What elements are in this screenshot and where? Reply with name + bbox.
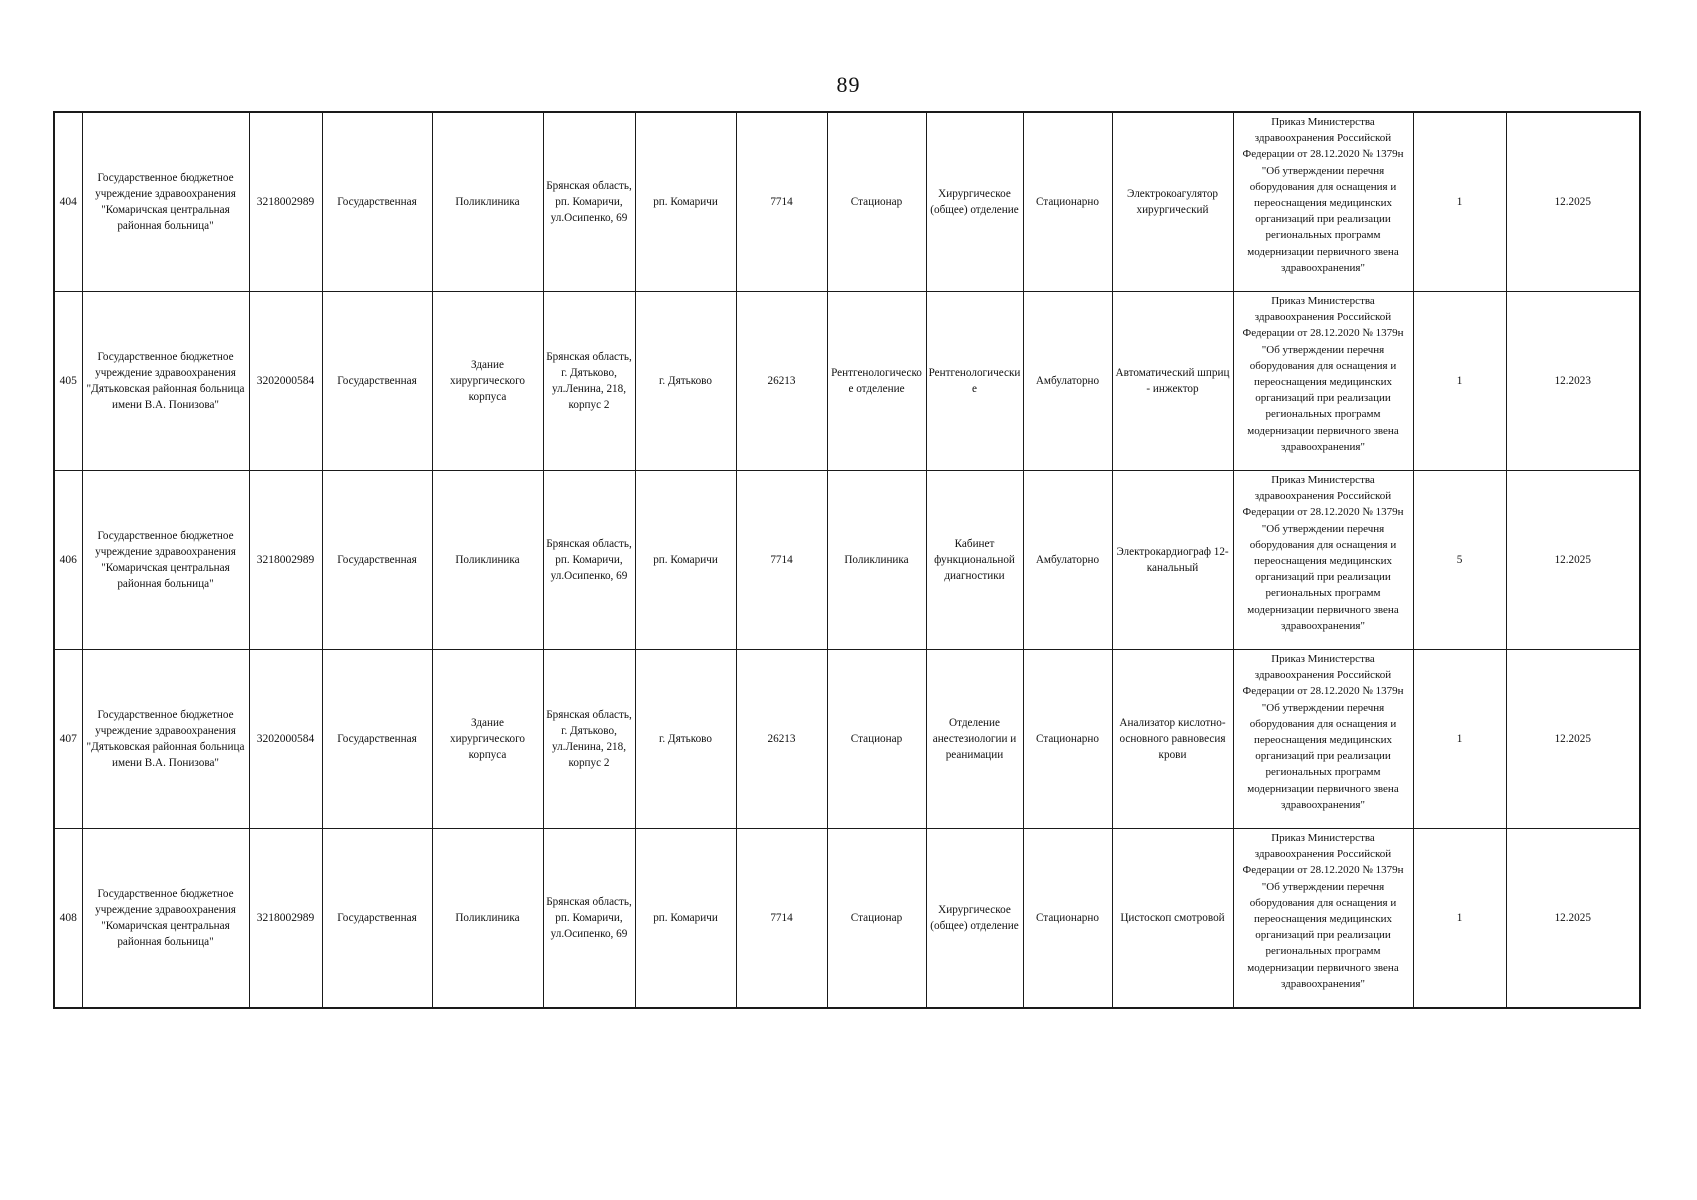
deadline-cell: 12.2023 [1506, 292, 1640, 471]
locality-cell: рп. Комаричи [635, 471, 736, 650]
equipment-cell: Электрокоагулятор хирургический [1112, 112, 1233, 292]
equipment-registry-table [53, 111, 1641, 1009]
row-number-cell: 406 [54, 471, 82, 650]
population-cell: 26213 [736, 292, 827, 471]
quantity-cell: 5 [1413, 471, 1506, 650]
institution-cell: Государственное бюджетное учреждение здравоохранения "Дятьковская районная больница имени В.А. Понизова" [82, 292, 249, 471]
row-number-cell: 408 [54, 829, 82, 1009]
locality-cell: рп. Комаричи [635, 829, 736, 1009]
building-cell: Поликлиника [432, 112, 543, 292]
locality-cell: г. Дятьково [635, 650, 736, 829]
quantity-cell: 1 [1413, 650, 1506, 829]
unit-cell: Стационар [827, 829, 926, 1009]
quantity-cell: 1 [1413, 112, 1506, 292]
care-form-cell: Амбулаторно [1023, 471, 1112, 650]
row-number-cell: 405 [54, 292, 82, 471]
page-number: 89 [836, 72, 861, 97]
care-form-cell: Стационарно [1023, 829, 1112, 1009]
population-cell: 7714 [736, 112, 827, 292]
inn-cell: 3218002989 [249, 471, 322, 650]
address-cell: Брянская область, г. Дятьково, ул.Ленина, 218, корпус 2 [543, 650, 635, 829]
table-row [54, 292, 1640, 471]
legal-basis-cell: Приказ Министерства здравоохранения Российской Федерации от 28.12.2020 № 1379н "Об утверждении перечня оборудования для оснащения и переоснащения медицинских организаций при реализации региональных программ модернизации первичного звена здравоохранения" [1233, 471, 1413, 650]
inn-cell: 3218002989 [249, 112, 322, 292]
deadline-cell: 12.2025 [1506, 112, 1640, 292]
building-cell: Здание хирургического корпуса [432, 292, 543, 471]
equipment-cell: Автоматический шприц - инжектор [1112, 292, 1233, 471]
department-cell: Хирургическое (общее) отделение [926, 829, 1023, 1009]
building-cell: Поликлиника [432, 471, 543, 650]
department-cell: Рентгенологические [926, 292, 1023, 471]
deadline-cell: 12.2025 [1506, 829, 1640, 1009]
legal-basis-cell: Приказ Министерства здравоохранения Российской Федерации от 28.12.2020 № 1379н "Об утверждении перечня оборудования для оснащения и переоснащения медицинских организаций при реализации региональных программ модернизации первичного звена здравоохранения" [1233, 292, 1413, 471]
legal-basis-cell: Приказ Министерства здравоохранения Российской Федерации от 28.12.2020 № 1379н "Об утверждении перечня оборудования для оснащения и переоснащения медицинских организаций при реализации региональных программ модернизации первичного звена здравоохранения" [1233, 650, 1413, 829]
deadline-cell: 12.2025 [1506, 650, 1640, 829]
ownership-cell: Государственная [322, 471, 432, 650]
registry-body [54, 112, 1640, 1008]
address-cell: Брянская область, рп. Комаричи, ул.Осипенко, 69 [543, 829, 635, 1009]
institution-cell: Государственное бюджетное учреждение здравоохранения "Комаричская центральная районная больница" [82, 829, 249, 1009]
department-cell: Кабинет функциональной диагностики [926, 471, 1023, 650]
inn-cell: 3218002989 [249, 829, 322, 1009]
address-cell: Брянская область, рп. Комаричи, ул.Осипенко, 69 [543, 112, 635, 292]
building-cell: Здание хирургического корпуса [432, 650, 543, 829]
institution-cell: Государственное бюджетное учреждение здравоохранения "Комаричская центральная районная больница" [82, 112, 249, 292]
legal-basis-cell: Приказ Министерства здравоохранения Российской Федерации от 28.12.2020 № 1379н "Об утверждении перечня оборудования для оснащения и переоснащения медицинских организаций при реализации региональных программ модернизации первичного звена здравоохранения" [1233, 112, 1413, 292]
department-cell: Хирургическое (общее) отделение [926, 112, 1023, 292]
quantity-cell: 1 [1413, 292, 1506, 471]
legal-basis-cell: Приказ Министерства здравоохранения Российской Федерации от 28.12.2020 № 1379н "Об утверждении перечня оборудования для оснащения и переоснащения медицинских организаций при реализации региональных программ модернизации первичного звена здравоохранения" [1233, 829, 1413, 1009]
inn-cell: 3202000584 [249, 292, 322, 471]
table-row [54, 650, 1640, 829]
row-number-cell: 407 [54, 650, 82, 829]
department-cell: Отделение анестезиологии и реанимации [926, 650, 1023, 829]
ownership-cell: Государственная [322, 292, 432, 471]
ownership-cell: Государственная [322, 112, 432, 292]
ownership-cell: Государственная [322, 829, 432, 1009]
table-row [54, 471, 1640, 650]
institution-cell: Государственное бюджетное учреждение здравоохранения "Комаричская центральная районная больница" [82, 471, 249, 650]
equipment-cell: Анализатор кислотно-основного равновесия крови [1112, 650, 1233, 829]
population-cell: 7714 [736, 471, 827, 650]
equipment-cell: Цистоскоп смотровой [1112, 829, 1233, 1009]
address-cell: Брянская область, г. Дятьково, ул.Ленина, 218, корпус 2 [543, 292, 635, 471]
ownership-cell: Государственная [322, 650, 432, 829]
building-cell: Поликлиника [432, 829, 543, 1009]
locality-cell: г. Дятьково [635, 292, 736, 471]
table-row [54, 112, 1640, 292]
care-form-cell: Амбулаторно [1023, 292, 1112, 471]
locality-cell: рп. Комаричи [635, 112, 736, 292]
inn-cell: 3202000584 [249, 650, 322, 829]
unit-cell: Рентгенологическое отделение [827, 292, 926, 471]
table-row [54, 829, 1640, 1009]
care-form-cell: Стационарно [1023, 112, 1112, 292]
unit-cell: Стационар [827, 112, 926, 292]
deadline-cell: 12.2025 [1506, 471, 1640, 650]
population-cell: 26213 [736, 650, 827, 829]
unit-cell: Стационар [827, 650, 926, 829]
unit-cell: Поликлиника [827, 471, 926, 650]
equipment-cell: Электрокардиограф 12-канальный [1112, 471, 1233, 650]
care-form-cell: Стационарно [1023, 650, 1112, 829]
row-number-cell: 404 [54, 112, 82, 292]
quantity-cell: 1 [1413, 829, 1506, 1009]
institution-cell: Государственное бюджетное учреждение здравоохранения "Дятьковская районная больница имени В.А. Понизова" [82, 650, 249, 829]
population-cell: 7714 [736, 829, 827, 1009]
address-cell: Брянская область, рп. Комаричи, ул.Осипенко, 69 [543, 471, 635, 650]
